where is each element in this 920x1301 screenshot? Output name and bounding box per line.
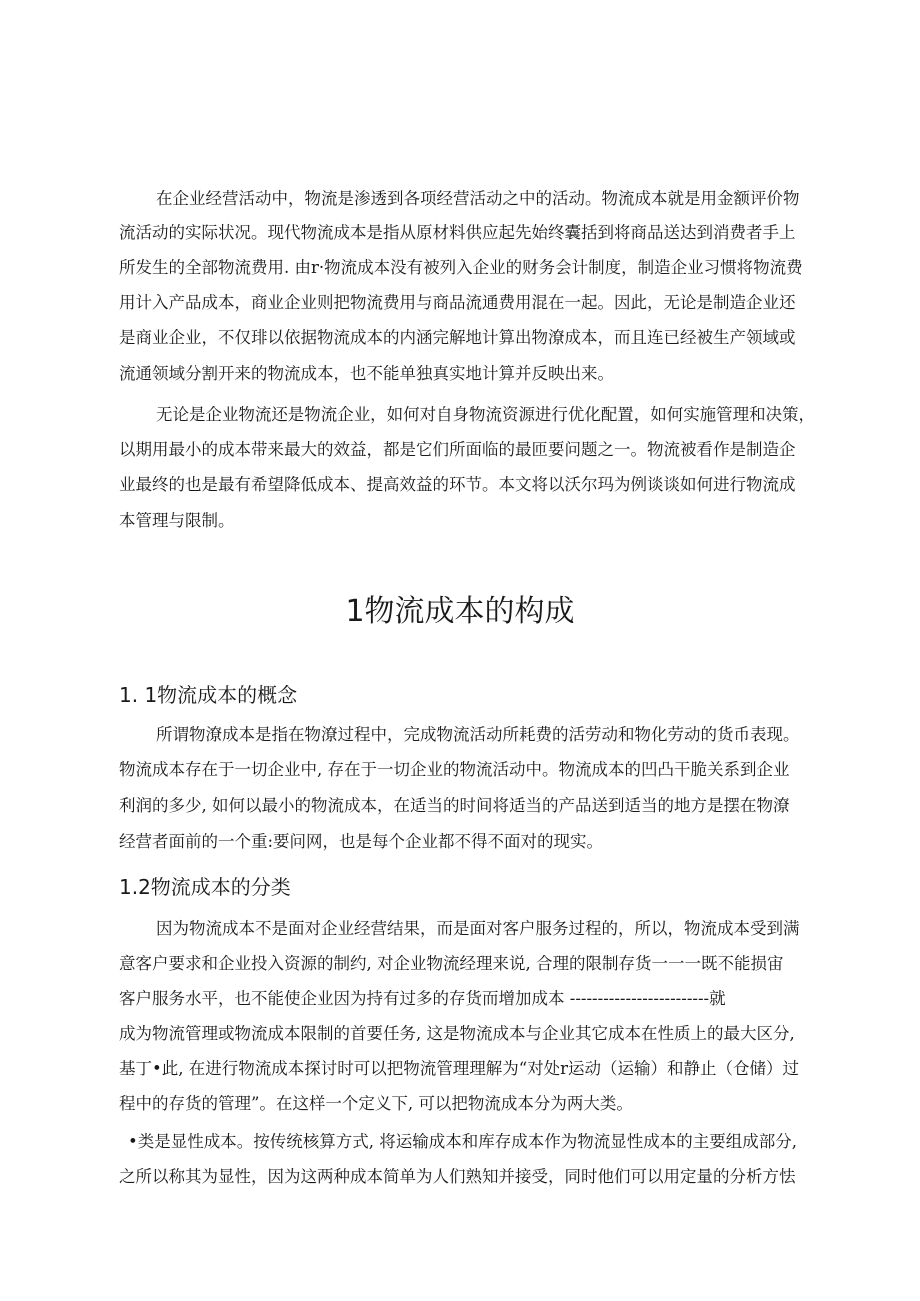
text-line: 程中的存货的管理”。在这样一个定义下, 可以把物流成本分为两大类。	[119, 1094, 633, 1113]
text-line: 业最终的也是最有希望降低成本、提高效益的环节。本文将以沃尔玛为例谈谈如何进行物流成	[119, 475, 796, 494]
text-line: 流通领域分割开来的物流成本，也不能单独真实地计算并反映出来。	[119, 364, 614, 383]
text-line: 客户服务水平，也不能使企业因为持有过多的存货而增加成本 -------------------------就	[119, 989, 726, 1008]
text-line: 所发生的全部物流费用. 由r·物流成本没有被列入企业的财务会计制度，制造企业习惯将物流费	[119, 258, 803, 277]
text-line: 基丁•此, 在进行物流成本探讨时可以把物流管理理解为“对处r运动（运输）和静止（仓储）过	[119, 1059, 800, 1078]
subsection-heading: 1.2物流成本的分类	[119, 875, 291, 899]
text-line: •类是显性成本。按传统核算方式, 将运输成本和库存成本作为物流显性成本的主要组成部分,	[128, 1132, 797, 1151]
text-line: 无论是企业物流还是物流企业，如何对自身物流资源进行优化配置，如何实施管理和决策，	[156, 405, 816, 424]
text-line: 因为物流成本不是面对企业经营结果，而是面对客户服务过程的，所以，物流成本受到满	[156, 919, 800, 938]
text-line: 是商业企业，不仅琲以依据物流成本的内涵完解地计算出物潦成本，而且连已经被生产领域或	[119, 328, 796, 347]
text-line: 本管理与限制。	[119, 511, 235, 530]
text-line: 所谓物潦成本是指在物潦过程中，完成物流活动所耗费的活劳动和物化劳动的货币表现。	[156, 725, 800, 744]
text-line: 之所以称其为显性，因为这两种成本简单为人们熟知并接受，同时他们可以用定量的分析方怯	[119, 1167, 796, 1186]
text-line: 利润的多少, 如何以最小的物流成本，在适当的时间将适当的产品送到适当的地方是摆在物潦	[119, 796, 790, 815]
text-line: 以期用最小的成本带来最大的效益，都是它们所面临的最匝要问题之一。物流被看作是制造企	[119, 440, 796, 459]
text-line: 经营者面前的一个重:要问网，也是每个企业都不得不面对的现实。	[119, 832, 604, 851]
text-line: 流活动的实际状况。现代物流成本是指从原材料供应起先始终囊括到将商品送达到消费者手上	[119, 223, 796, 242]
text-line: 用计入产品成本，商业企业则把物流费用与商品流通费用混在一起。因此，无论是制造企业还	[119, 293, 796, 312]
section-heading: 1物流成本的构成	[345, 594, 575, 629]
text-line: 物流成本存在于一切企业中, 存在于一切企业的物流活动中。物流成本的凹凸干脆关系到企业	[119, 760, 790, 779]
text-line: 成为物流管理或物流成本限制的首要任务, 这是物流成本与企业其它成本在性质上的最大区分,	[119, 1024, 795, 1043]
text-line: 意客户要求和企业投入资源的制约, 对企业物流经理来说, 合理的限制存货一一一既不能损宙	[119, 954, 784, 973]
subsection-heading: 1. 1物流成本的概念	[119, 683, 298, 707]
text-line: 在企业经营活动中，物流是渗透到各项经营活动之中的活动。物流成本就是用金额评价物	[156, 189, 800, 208]
